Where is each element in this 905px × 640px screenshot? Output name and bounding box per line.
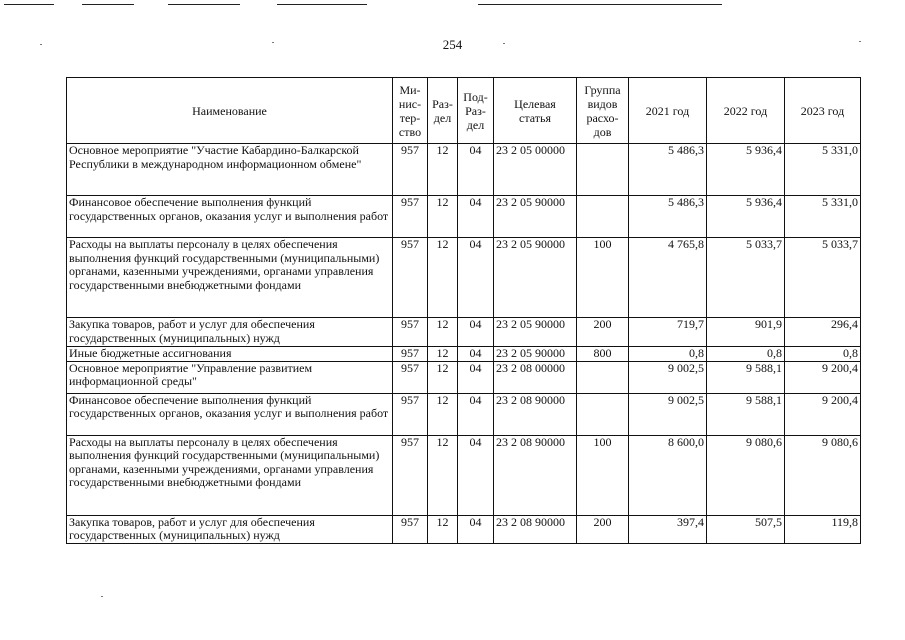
row-y2023: 5 331,0	[785, 144, 861, 196]
row-y2022: 9 588,1	[707, 393, 785, 435]
row-group: 100	[577, 435, 629, 515]
row-section: 12	[428, 515, 458, 543]
row-target: 23 2 08 90000	[494, 515, 577, 543]
row-ministry: 957	[393, 238, 428, 318]
row-name: Закупка товаров, работ и услуг для обеспечения государственных (муниципальных) нужд	[67, 515, 393, 543]
row-group: 200	[577, 515, 629, 543]
row-subsection: 04	[458, 347, 494, 362]
top-rule	[277, 4, 367, 5]
header-subsection: Под- Раз- дел	[458, 78, 494, 144]
row-y2021: 0,8	[629, 347, 707, 362]
table-row	[67, 196, 861, 238]
row-subsection: 04	[458, 361, 494, 393]
row-name: Иные бюджетные ассигнования	[67, 347, 393, 362]
header-row	[67, 78, 861, 144]
row-y2023: 5 033,7	[785, 238, 861, 318]
row-group	[577, 144, 629, 196]
row-y2022: 0,8	[707, 347, 785, 362]
row-section: 12	[428, 144, 458, 196]
row-name: Расходы на выплаты персоналу в целях обеспечения выполнения функций государственными (муниципальными) органами, казенными учреждениями, органами управления государственными внебюджетными фондами	[67, 435, 393, 515]
row-ministry: 957	[393, 318, 428, 347]
row-target: 23 2 05 00000	[494, 144, 577, 196]
header-ministry: Ми- нис- тер- ство	[393, 78, 428, 144]
row-name: Расходы на выплаты персоналу в целях обеспечения выполнения функций государственными (муниципальными) органами, казенными учреждениями, органами управления государственными внебюджетными фондами	[67, 238, 393, 318]
table-row	[67, 435, 861, 515]
row-target: 23 2 08 90000	[494, 393, 577, 435]
row-group	[577, 361, 629, 393]
top-rule	[168, 4, 240, 5]
row-ministry: 957	[393, 347, 428, 362]
row-y2023: 9 080,6	[785, 435, 861, 515]
row-name: Основное мероприятие "Управление развитием информационной среды"	[67, 361, 393, 393]
row-subsection: 04	[458, 318, 494, 347]
row-y2021: 8 600,0	[629, 435, 707, 515]
row-section: 12	[428, 361, 458, 393]
row-target: 23 2 08 90000	[494, 435, 577, 515]
row-ministry: 957	[393, 361, 428, 393]
table-row	[67, 347, 861, 362]
table-row	[67, 238, 861, 318]
row-y2023: 296,4	[785, 318, 861, 347]
row-ministry: 957	[393, 515, 428, 543]
row-y2023: 9 200,4	[785, 361, 861, 393]
row-y2023: 0,8	[785, 347, 861, 362]
row-y2022: 5 033,7	[707, 238, 785, 318]
header-y2023: 2023 год	[785, 78, 861, 144]
table-row	[67, 144, 861, 196]
row-subsection: 04	[458, 515, 494, 543]
table-row	[67, 393, 861, 435]
row-y2022: 5 936,4	[707, 144, 785, 196]
row-section: 12	[428, 393, 458, 435]
table-row	[67, 361, 861, 393]
header-group: Группа видов расхо- дов	[577, 78, 629, 144]
row-y2023: 9 200,4	[785, 393, 861, 435]
row-section: 12	[428, 435, 458, 515]
row-y2021: 9 002,5	[629, 361, 707, 393]
row-y2021: 9 002,5	[629, 393, 707, 435]
row-subsection: 04	[458, 238, 494, 318]
row-y2021: 719,7	[629, 318, 707, 347]
row-y2021: 5 486,3	[629, 196, 707, 238]
header-section: Раз- дел	[428, 78, 458, 144]
row-y2021: 4 765,8	[629, 238, 707, 318]
header-y2021: 2021 год	[629, 78, 707, 144]
row-target: 23 2 05 90000	[494, 347, 577, 362]
row-name: Финансовое обеспечение выполнения функций государственных органов, оказания услуг и выполнения работ	[67, 393, 393, 435]
row-y2022: 9 588,1	[707, 361, 785, 393]
row-y2023: 5 331,0	[785, 196, 861, 238]
row-group	[577, 196, 629, 238]
row-y2022: 5 936,4	[707, 196, 785, 238]
row-ministry: 957	[393, 144, 428, 196]
row-ministry: 957	[393, 393, 428, 435]
row-section: 12	[428, 347, 458, 362]
row-y2021: 5 486,3	[629, 144, 707, 196]
row-group: 200	[577, 318, 629, 347]
row-group: 800	[577, 347, 629, 362]
top-rule	[4, 4, 54, 5]
row-group	[577, 393, 629, 435]
page-number: 254	[442, 37, 463, 52]
row-y2023: 119,8	[785, 515, 861, 543]
row-y2022: 507,5	[707, 515, 785, 543]
row-name: Основное мероприятие "Участие Кабардино-Балкарской Республики в международном информационном обмене"	[67, 144, 393, 196]
row-section: 12	[428, 318, 458, 347]
row-target: 23 2 05 90000	[494, 318, 577, 347]
row-ministry: 957	[393, 196, 428, 238]
row-y2022: 901,9	[707, 318, 785, 347]
row-target: 23 2 05 90000	[494, 196, 577, 238]
row-section: 12	[428, 196, 458, 238]
row-subsection: 04	[458, 144, 494, 196]
top-rule	[82, 4, 134, 5]
row-ministry: 957	[393, 435, 428, 515]
row-section: 12	[428, 238, 458, 318]
header-name: Наименование	[67, 78, 393, 144]
row-name: Финансовое обеспечение выполнения функций государственных органов, оказания услуг и выполнения работ	[67, 196, 393, 238]
row-y2021: 397,4	[629, 515, 707, 543]
row-name: Закупка товаров, работ и услуг для обеспечения государственных (муниципальных) нужд	[67, 318, 393, 347]
row-target: 23 2 08 00000	[494, 361, 577, 393]
table-row	[67, 318, 861, 347]
top-rule	[478, 4, 722, 5]
row-subsection: 04	[458, 196, 494, 238]
row-target: 23 2 05 90000	[494, 238, 577, 318]
budget-table	[66, 77, 861, 544]
header-target: Целевая статья	[494, 78, 577, 144]
row-y2022: 9 080,6	[707, 435, 785, 515]
row-group: 100	[577, 238, 629, 318]
scan-speck	[101, 596, 103, 597]
table-row	[67, 515, 861, 543]
header-y2022: 2022 год	[707, 78, 785, 144]
row-subsection: 04	[458, 435, 494, 515]
row-subsection: 04	[458, 393, 494, 435]
